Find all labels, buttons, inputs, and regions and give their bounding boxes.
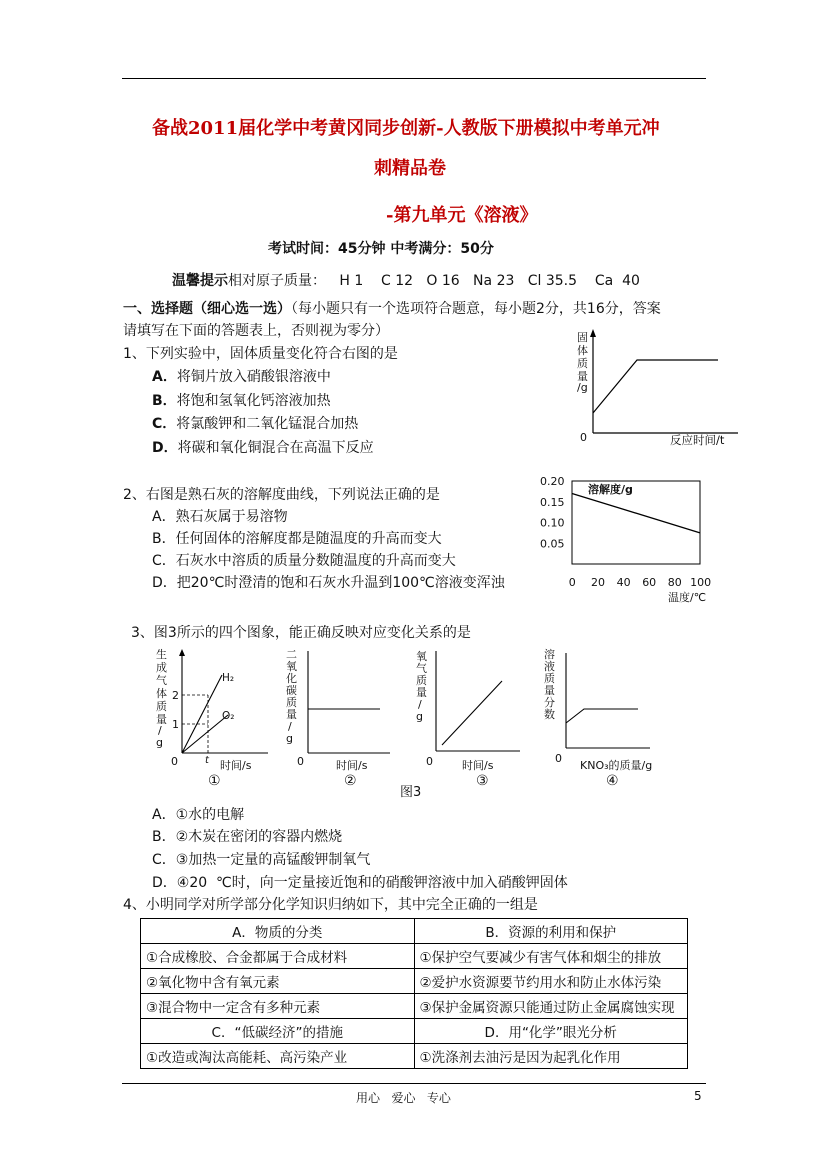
footer-text: 用心 爱心 专心 [356, 1091, 451, 1105]
g1-tick-1: 1 [172, 718, 179, 731]
table-cell: ①洗涤剂去油污是因为起乳化作用 [414, 1044, 688, 1069]
table-row [141, 994, 688, 1019]
section1-line2: 请填写在下面的答题表上，否则视为零分） [123, 323, 389, 339]
g3-ylabel-1: 气 [416, 662, 427, 675]
g2-number: ② [344, 773, 357, 789]
q1-ylabel-5: /g [577, 381, 588, 394]
q2-option-a: A．熟石灰属于易溶物 [152, 509, 288, 525]
y-tick-label: 0.05 [540, 537, 565, 551]
q1-graph [570, 325, 745, 450]
g2-ylabel-2: 化 [286, 672, 297, 685]
g3-ylabel-3: 量 [416, 686, 427, 699]
footer-rule [122, 1083, 706, 1084]
x-tick-label: 80 [667, 576, 682, 589]
knowledge-table [140, 918, 688, 1069]
table-row [141, 969, 688, 994]
g1-xlabel: 时间/s [220, 759, 252, 772]
g4-ylabel-0: 溶 [544, 648, 555, 661]
g1-o2-label: O₂ [222, 710, 235, 722]
q1-option-a: A．将铜片放入硝酸银溶液中 [152, 369, 331, 385]
q3-option-a: A．①水的电解 [152, 807, 245, 823]
g2-origin: 0 [297, 755, 304, 768]
g2-ylabel-1: 氧 [286, 660, 297, 673]
g1-origin: 0 [171, 755, 178, 768]
table-header-row [141, 1019, 688, 1044]
q1-option-c: C．将氯酸钾和二氧化锰混合加热 [152, 416, 359, 432]
g1-ylabel-2: 气 [156, 674, 167, 687]
g2-ylabel-4: 质 [286, 696, 297, 709]
g3-ylabel-4: / [418, 698, 422, 711]
title-line-2: 刺精品卷 [374, 158, 446, 179]
g2-ylabel-6: / [288, 720, 292, 733]
g1-ylabel-3: 体 [156, 687, 167, 700]
table-header-row [141, 919, 688, 944]
table-cell: ①合成橡胶、合金都属于合成材料 [141, 944, 415, 969]
q1-option-b: B．将饱和氢氧化钙溶液加热 [152, 393, 331, 409]
tip-label: 温馨提示 [172, 273, 228, 289]
q3-stem: 3、图3所示的四个图象，能正确反映对应变化关系的是 [131, 625, 471, 641]
q1-origin: 0 [580, 431, 587, 444]
g3-xlabel: 时间/s [462, 759, 494, 772]
g3-ylabel-2: 质 [416, 674, 427, 687]
g1-ylabel-7: g [156, 736, 163, 749]
atomic-mass-tip [172, 270, 640, 290]
exam-info: 考试时间：45分钟 中考满分：50分 [268, 241, 494, 257]
g1-ylabel-1: 成 [156, 661, 167, 674]
g3-origin: 0 [426, 755, 433, 768]
g1-y-arrow [179, 649, 185, 656]
g4-ylabel-5: 数 [544, 708, 555, 721]
q3-option-d: D．④20 ℃时，向一定量接近饱和的硝酸钾溶液中加入硝酸钾固体 [152, 875, 568, 891]
page-number: 5 [694, 1089, 702, 1103]
table-head-c: C．“低碳经济”的措施 [141, 1019, 415, 1044]
graph-3 [416, 649, 520, 789]
g3-ylabel-5: g [416, 710, 423, 723]
g1-tick-t: t [205, 755, 209, 766]
q3-option-b: B．②木炭在密闭的容器内燃烧 [152, 829, 343, 845]
g2-ylabel-7: g [286, 732, 293, 745]
graph-4 [544, 647, 652, 789]
solubility-chart [536, 475, 716, 605]
g3-ylabel-0: 氧 [416, 650, 427, 663]
q1-ylabel-2: 体 [577, 344, 588, 357]
g1-ylabel-4: 质 [156, 700, 167, 713]
q2-stem: 2、右图是熟石灰的溶解度曲线，下列说法正确的是 [123, 487, 440, 503]
g4-ylabel-4: 分 [544, 696, 555, 709]
graph-1 [156, 647, 268, 789]
figure-3 [150, 645, 670, 800]
q1-ylabel-1: 固 [577, 331, 588, 344]
g4-xlabel: KNO₃的质量/g [580, 759, 653, 772]
q1-xlabel: 反应时间/t [670, 433, 725, 447]
title-line-1: 备战2011届化学中考黄冈同步创新-人教版下册模拟中考单元冲 [152, 118, 660, 139]
g1-number: ① [208, 773, 221, 789]
chart-xlabel: 温度/℃ [668, 591, 707, 604]
table-cell: ①保护空气要减少有害气体和烟尘的排放 [414, 944, 688, 969]
q1-stem: 1、下列实验中，固体质量变化符合右图的是 [123, 346, 398, 362]
g1-ylabel-6: / [158, 724, 162, 737]
g4-ylabel-3: 量 [544, 684, 555, 697]
title-line-3: -第九单元《溶液》 [386, 205, 538, 226]
x-tick-label: 60 [642, 576, 657, 589]
q4-stem: 4、小明同学对所学部分化学知识归纳如下，其中完全正确的一组是 [123, 897, 538, 913]
table-row [141, 1044, 688, 1069]
tip-text: 相对原子质量： H 1 C 12 O 16 Na 23 Cl 35.5 Ca 40 [228, 273, 640, 289]
y-tick-label: 0.20 [540, 475, 565, 488]
g1-ylabel-0: 生 [156, 648, 167, 661]
g4-origin: 0 [555, 752, 562, 765]
g2-xlabel: 时间/s [336, 759, 368, 772]
chart-title: 溶解度/g [588, 483, 633, 496]
y-tick-label: 0.10 [540, 516, 565, 530]
g3-number: ③ [476, 773, 489, 789]
section1-instruction: （每小题只有一个选项符合题意，每小题2分，共16分，答案 [291, 301, 661, 317]
g2-ylabel-0: 二 [286, 648, 297, 661]
g1-ylabel-5: 量 [156, 713, 167, 726]
q2-option-d: D．把20℃时澄清的饱和石灰水升温到100℃溶液变浑浊 [152, 575, 505, 591]
section1-heading: 一、选择题（细心选一选） [123, 301, 291, 317]
table-head-b: B．资源的利用和保护 [414, 919, 688, 944]
figure-caption: 图3 [400, 785, 422, 800]
table-head-a: A．物质的分类 [141, 919, 415, 944]
q1-ylabel-3: 质 [577, 357, 588, 370]
q1-y-arrow [590, 329, 596, 337]
q3-option-c: C．③加热一定量的高锰酸钾制氧气 [152, 852, 371, 868]
table-row [141, 944, 688, 969]
graph-2 [286, 648, 390, 789]
q2-option-b: B．任何固体的溶解度都是随温度的升高而变大 [152, 531, 442, 547]
x-tick-label: 100 [690, 576, 712, 589]
table-cell: ②氧化物中含有氧元素 [141, 969, 415, 994]
g3-rising-line [442, 681, 502, 745]
g4-curve [566, 709, 638, 723]
g4-ylabel-1: 液 [544, 660, 555, 673]
section1-line1 [123, 298, 661, 318]
table-cell: ①改造或淘汰高能耗、高污染产业 [141, 1044, 415, 1069]
header-rule [122, 78, 706, 79]
q1-ylabel-4: 量 [577, 370, 588, 383]
q2-option-c: C．石灰水中溶质的质量分数随温度的升高而变大 [152, 553, 456, 569]
table-cell: ③保护金属资源只能通过防止金属腐蚀实现 [414, 994, 688, 1019]
y-tick-label: 0.15 [540, 495, 565, 509]
g2-ylabel-5: 量 [286, 708, 297, 721]
table-head-d: D．用“化学”眼光分析 [414, 1019, 688, 1044]
x-tick-label: 20 [591, 576, 605, 589]
solubility-curve [572, 493, 700, 532]
g1-h2-line [182, 675, 222, 753]
x-tick-label: 40 [616, 576, 631, 589]
g1-h2-label: H₂ [222, 672, 235, 684]
table-cell: ②爱护水资源要节约用水和防止水体污染 [414, 969, 688, 994]
q1-option-d: D．将碳和氧化铜混合在高温下反应 [152, 440, 374, 456]
q1-curve [593, 360, 718, 413]
table-cell: ③混合物中一定含有多种元素 [141, 994, 415, 1019]
g4-number: ④ [606, 773, 619, 789]
x-tick-label: 0 [568, 576, 576, 589]
g1-tick-2: 2 [172, 689, 179, 702]
g2-ylabel-3: 碳 [286, 684, 297, 697]
g4-ylabel-2: 质 [544, 672, 555, 685]
